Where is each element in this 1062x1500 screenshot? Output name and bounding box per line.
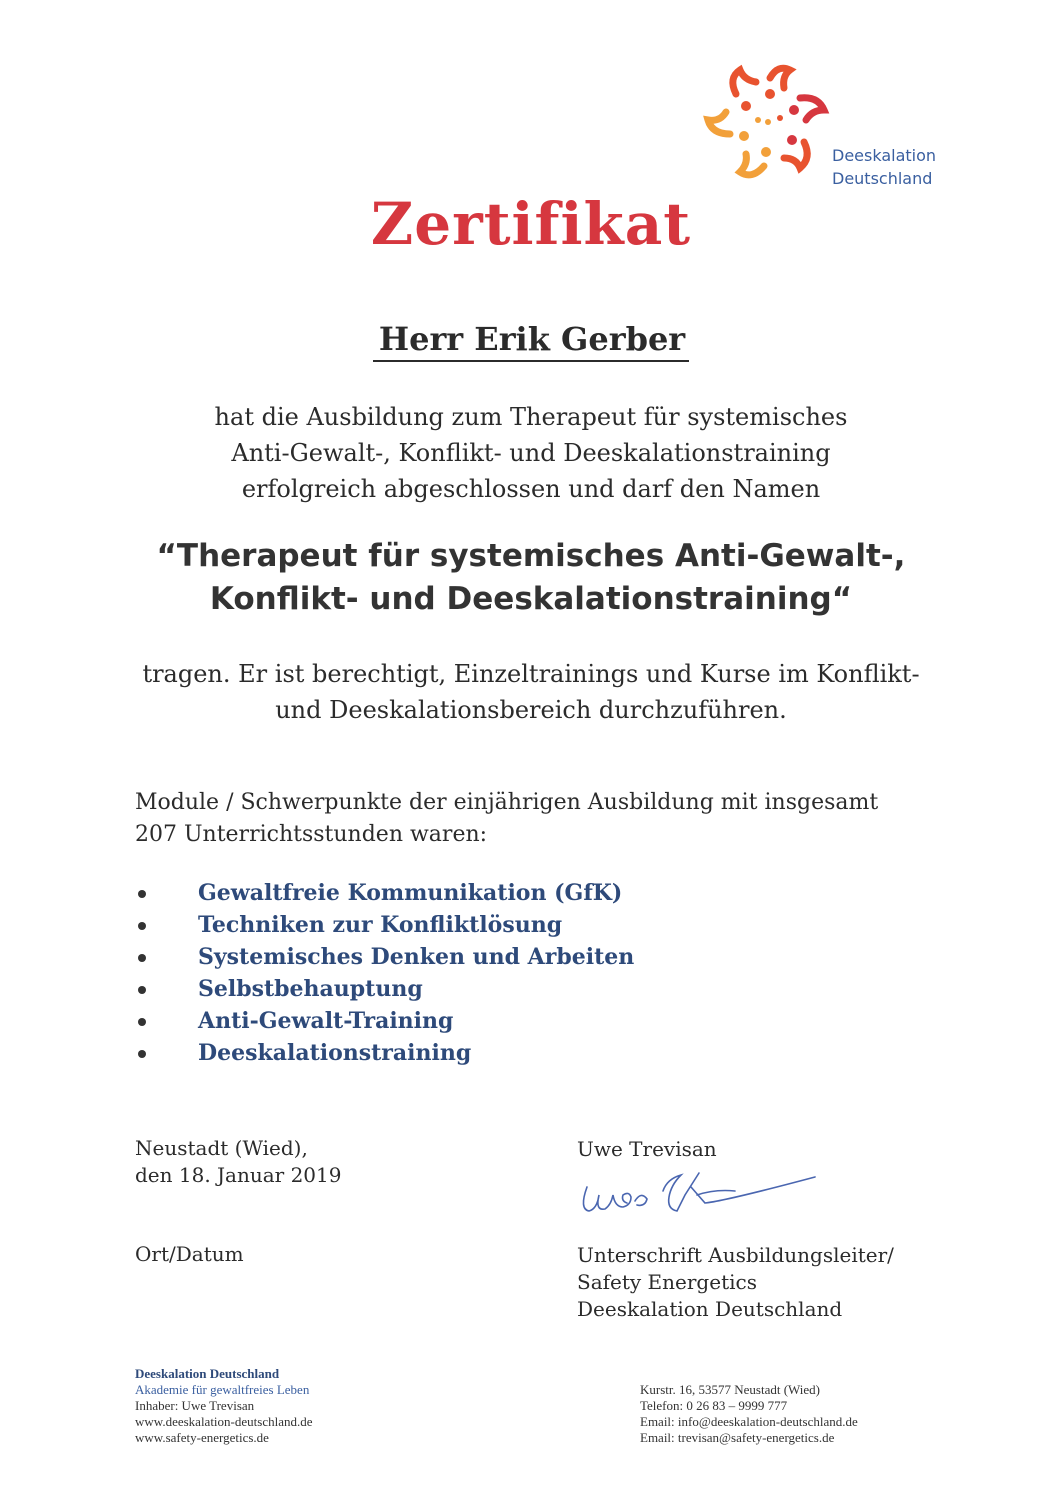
modules-list bbox=[130, 877, 634, 1069]
designation-line: “Therapeut für systemisches Anti-Gewalt-, bbox=[156, 538, 906, 574]
authorization-paragraph bbox=[0, 656, 1062, 728]
logo-figures-icon bbox=[700, 58, 840, 188]
date: den 18. Januar 2019 bbox=[135, 1163, 342, 1187]
recipient-name-row bbox=[0, 320, 1062, 358]
intro-line: hat die Ausbildung zum Therapeut für systemisches bbox=[214, 403, 848, 431]
footer-email: Email: trevisan@safety-energetics.de bbox=[640, 1430, 835, 1445]
list-item bbox=[130, 1005, 634, 1037]
bullet-icon bbox=[138, 1050, 146, 1058]
signature-caption-line: Unterschrift Ausbildungsleiter/ bbox=[577, 1243, 894, 1267]
list-item bbox=[130, 1037, 634, 1069]
signature-icon bbox=[565, 1165, 825, 1225]
list-item bbox=[130, 877, 634, 909]
bullet-icon bbox=[138, 986, 146, 994]
list-item bbox=[130, 909, 634, 941]
certificate-title: Zertifikat bbox=[370, 190, 692, 258]
bullet-icon bbox=[138, 954, 146, 962]
footer-right bbox=[640, 1382, 858, 1446]
company-logo bbox=[700, 58, 840, 188]
signature-caption-line: Safety Energetics bbox=[577, 1270, 757, 1294]
designation-line: Konflikt- und Deeskalationstraining“ bbox=[209, 581, 853, 617]
signature-caption-line: Deeskalation Deutschland bbox=[577, 1297, 843, 1321]
signature-caption bbox=[577, 1242, 894, 1323]
modules-intro bbox=[135, 787, 935, 851]
bullet-icon bbox=[138, 922, 146, 930]
signer-name: Uwe Trevisan bbox=[577, 1137, 717, 1161]
footer-owner: Inhaber: Uwe Trevisan bbox=[135, 1398, 255, 1413]
module-label: Techniken zur Konfliktlösung bbox=[198, 912, 563, 938]
footer-subtitle: Akademie für gewaltfreies Leben bbox=[135, 1382, 310, 1397]
modules-intro-line: Module / Schwerpunkte der einjährigen Ausbildung mit insgesamt bbox=[135, 790, 879, 815]
module-label: Anti-Gewalt-Training bbox=[198, 1008, 454, 1034]
footer-website: www.deeskalation-deutschland.de bbox=[135, 1414, 313, 1429]
intro-line: Anti-Gewalt-, Konflikt- und Deeskalationstraining bbox=[231, 439, 831, 467]
footer-org-name: Deeskalation Deutschland bbox=[135, 1366, 280, 1381]
modules-intro-line: 207 Unterrichtsstunden waren: bbox=[135, 822, 488, 847]
footer-phone: Telefon: 0 26 83 – 9999 777 bbox=[640, 1398, 788, 1413]
recipient-name: Herr Erik Gerber bbox=[373, 320, 689, 362]
place-date bbox=[135, 1135, 341, 1189]
bullet-icon bbox=[138, 890, 146, 898]
footer-left bbox=[135, 1366, 313, 1446]
module-label: Selbstbehauptung bbox=[198, 976, 423, 1002]
footer-address: Kurstr. 16, 53577 Neustadt (Wied) bbox=[640, 1382, 821, 1397]
footer-email: Email: info@deeskalation-deutschland.de bbox=[640, 1414, 858, 1429]
list-item bbox=[130, 973, 634, 1005]
logo-text bbox=[832, 144, 936, 190]
footer-website: www.safety-energetics.de bbox=[135, 1430, 269, 1445]
module-label: Systemisches Denken und Arbeiten bbox=[198, 944, 635, 970]
bullet-icon bbox=[138, 1018, 146, 1026]
designation-quote bbox=[0, 535, 1062, 621]
logo-text-line2: Deutschland bbox=[832, 169, 933, 188]
intro-line: erfolgreich abgeschlossen und darf den Namen bbox=[241, 475, 821, 503]
list-item bbox=[130, 941, 634, 973]
module-label: Gewaltfreie Kommunikation (GfK) bbox=[198, 880, 623, 906]
handwritten-signature bbox=[565, 1165, 825, 1225]
authorization-line: tragen. Er ist berechtigt, Einzeltrainings und Kurse im Konflikt- bbox=[142, 660, 920, 688]
module-label: Deeskalationstraining bbox=[198, 1040, 472, 1066]
intro-paragraph bbox=[0, 399, 1062, 507]
place-date-caption: Ort/Datum bbox=[135, 1242, 244, 1266]
authorization-line: und Deeskalationsbereich durchzuführen. bbox=[275, 696, 787, 724]
logo-text-line1: Deeskalation bbox=[832, 146, 937, 165]
place: Neustadt (Wied), bbox=[135, 1136, 308, 1160]
